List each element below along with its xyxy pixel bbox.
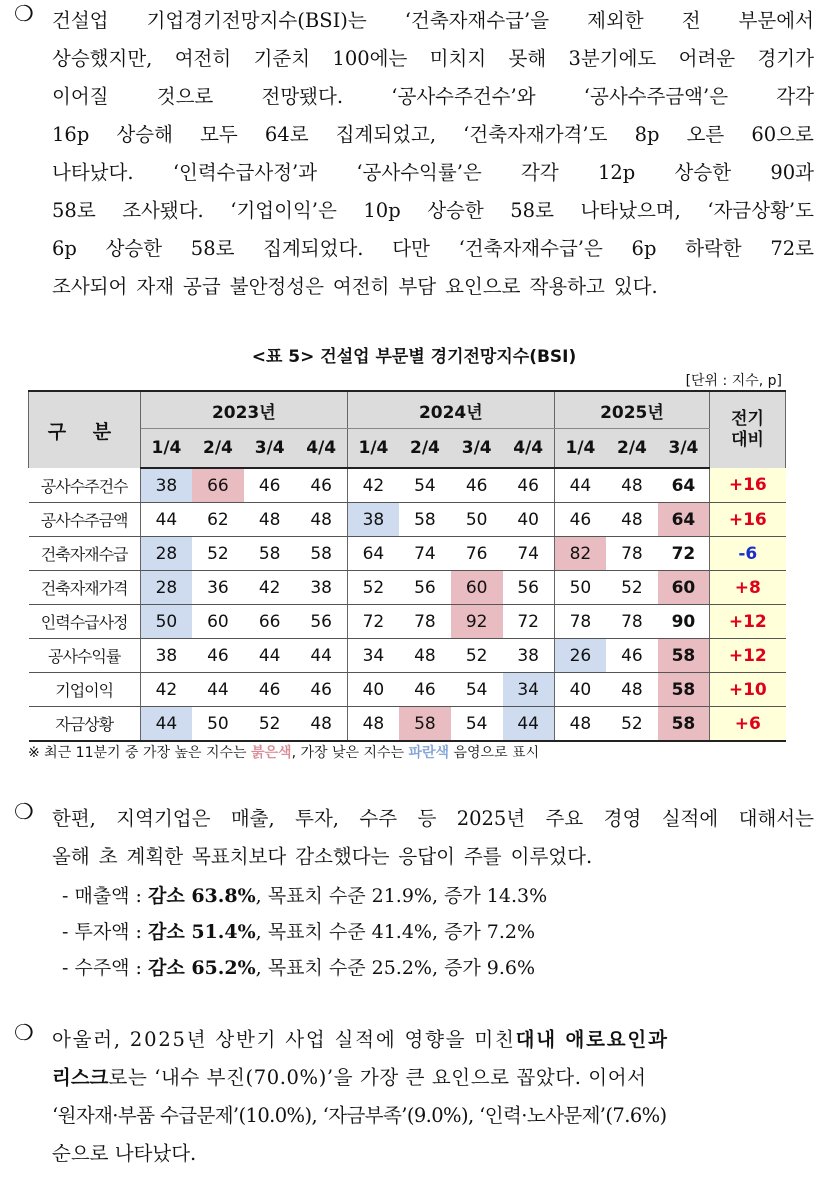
diff-cell: +16 [710,503,786,537]
table-row [29,537,786,571]
quarter-header: 2/4 [192,429,244,469]
table-cell: 48 [244,503,296,537]
table-row [29,503,786,537]
table-cell: 28 [140,571,192,605]
table-note: ※ 최근 11분기 중 가장 높은 지수는 붉은색, 가장 낮은 지수는 파란색 음영으로 표시 [28,745,540,761]
table-cell: 60 [658,571,710,605]
table-cell: 44 [554,468,606,503]
table-cell: 52 [244,707,296,742]
table-cell: 78 [606,605,658,639]
table-cell: 72 [658,537,710,571]
performance-item: - 수주액 : 감소 65.2%, 목표치 수준 25.2%, 증가 9.6% [62,957,536,979]
quarter-header-row [29,429,786,469]
table-cell: 74 [503,537,555,571]
table-cell: 46 [503,468,555,503]
table-cell: 58 [244,537,296,571]
table-cell: 90 [658,605,710,639]
table-unit: [단위 : 지수, p] [685,373,782,389]
table-cell: 38 [140,468,192,503]
table-cell: 44 [296,639,348,673]
table-cell: 46 [296,673,348,707]
text-line: 나타났다. ‘인력수급사정’과 ‘공사수익률’은 각각 12p 상승한 90과 [52,161,814,184]
quarter-header: 1/4 [347,429,399,469]
performance-item: - 매출액 : 감소 63.8%, 목표치 수준 21.9%, 증가 14.3% [62,885,548,907]
text-line: 조사되어 자재 공급 불안정성은 여전히 부담 요인으로 작용하고 있다. [52,275,658,298]
table-cell: 42 [140,673,192,707]
risk-bold-term: 대내 애로요인과 [515,1028,669,1051]
table-cell: 28 [140,537,192,571]
bullet-circle-icon: ❍ [14,1021,34,1046]
table-cell: 56 [296,605,348,639]
table-row [29,605,786,639]
table-cell: 48 [554,707,606,742]
quarter-header: 2/4 [399,429,451,469]
row-label: 공사수익률 [29,639,141,673]
table-cell: 42 [244,571,296,605]
table-cell: 72 [503,605,555,639]
bullet-circle-icon: ❍ [14,2,34,27]
header-year-2025: 2025년 [554,391,709,429]
table-cell: 54 [451,707,503,742]
table-cell: 46 [192,639,244,673]
table-cell: 58 [658,673,710,707]
table-cell: 48 [347,707,399,742]
table-cell: 52 [192,537,244,571]
risk-line-1: 아울러, 2025년 상반기 사업 실적에 영향을 미친 대내 애로요인과 [52,1021,814,1059]
header-category: 구 분 [29,391,141,468]
table-cell: 50 [451,503,503,537]
table-cell: 56 [503,571,555,605]
table-cell: 48 [296,503,348,537]
paragraph-risk-factors [14,1021,814,1173]
table-cell: 78 [399,605,451,639]
quarter-header: 3/4 [244,429,296,469]
paragraph-performance [14,800,814,986]
table-cell: 36 [192,571,244,605]
row-label: 자금상황 [29,707,141,742]
risk-line-4: 순으로 나타났다. [52,1142,197,1165]
table-cell: 60 [451,571,503,605]
table-cell: 54 [399,468,451,503]
diff-cell: +10 [710,673,786,707]
bullet-circle-icon: ❍ [14,800,34,825]
table-cell: 46 [399,673,451,707]
table-cell: 74 [399,537,451,571]
table-row [29,673,786,707]
table-cell: 44 [140,707,192,742]
text-line: 이어질 것으로 전망됐다. ‘공사수주건수’와 ‘공사수주금액’은 각각 [52,85,814,108]
table-cell: 46 [244,468,296,503]
quarter-header: 4/4 [503,429,555,469]
table-caption: <표 5> 건설업 부문별 경기전망지수(BSI) [251,347,577,367]
table-cell: 42 [347,468,399,503]
text-line: 올해 초 계획한 목표치보다 감소했다는 응답이 주를 이루었다. [52,845,593,868]
table-cell: 50 [140,605,192,639]
quarter-header: 3/4 [451,429,503,469]
paragraph-lines [52,2,814,306]
quarter-header: 1/4 [140,429,192,469]
table-cell: 44 [192,673,244,707]
table-cell: 48 [606,503,658,537]
row-label: 공사수주금액 [29,503,141,537]
table-cell: 48 [606,673,658,707]
header-year-2024: 2024년 [347,391,554,429]
performance-list [62,878,814,986]
row-label: 인력수급사정 [29,605,141,639]
quarter-header: 2/4 [606,429,658,469]
table-cell: 46 [451,468,503,503]
quarter-header: 3/4 [658,429,710,469]
paragraph-bsi-summary [14,2,814,306]
table-cell: 56 [399,571,451,605]
table-row [29,707,786,742]
text-line: 16p 상승해 모두 64로 집계되었고, ‘건축자재가격’도 8p 오른 60으로 [52,123,814,146]
table-cell: 38 [140,639,192,673]
table-row [29,571,786,605]
table-cell: 58 [296,537,348,571]
row-label: 공사수주건수 [29,468,141,503]
table-cell: 64 [347,537,399,571]
table-cell: 48 [296,707,348,742]
text-line: 건설업 기업경기전망지수(BSI)는 ‘건축자재수급’을 제외한 전 부문에서 [52,9,814,32]
diff-cell: -6 [710,537,786,571]
table-cell: 50 [192,707,244,742]
quarter-header: 1/4 [554,429,606,469]
table-cell: 52 [606,707,658,742]
table-cell: 50 [554,571,606,605]
header-diff: 전기 대비 [710,391,786,468]
table-row [29,639,786,673]
table-cell: 34 [347,639,399,673]
table-cell: 38 [503,639,555,673]
table-cell: 58 [399,707,451,742]
risk-line-2: 리스크 로는 ‘내수 부진(70.0%)’을 가장 큰 요인으로 꼽았다. 이어서 [52,1059,814,1097]
diff-cell: +12 [710,605,786,639]
table-cell: 78 [606,537,658,571]
bsi-table [28,390,786,742]
table-cell: 64 [658,468,710,503]
table-cell: 52 [606,571,658,605]
table-cell: 54 [451,673,503,707]
table-cell: 72 [347,605,399,639]
table-row [29,468,786,503]
risk-line-3: ‘원자재·부품 수급문제’(10.0%), ‘자금부족’(9.0%), ‘인력·노사문제’(7.6%) [52,1104,667,1127]
diff-cell: +6 [710,707,786,742]
table-cell: 58 [658,639,710,673]
table-cell: 38 [347,503,399,537]
table-cell: 40 [347,673,399,707]
table-cell: 46 [296,468,348,503]
text-line: 58로 조사됐다. ‘기업이익’은 10p 상승한 58로 나타났으며, ‘자금상황’도 [52,199,814,222]
table-cell: 78 [554,605,606,639]
table-cell: 82 [554,537,606,571]
table-cell: 44 [140,503,192,537]
table-cell: 46 [606,639,658,673]
table-cell: 44 [503,707,555,742]
header-year-2023: 2023년 [140,391,347,429]
table-cell: 60 [192,605,244,639]
table-cell: 46 [244,673,296,707]
table-cell: 26 [554,639,606,673]
table-cell: 92 [451,605,503,639]
text-line: 6p 상승한 58로 집계되었다. 다만 ‘건축자재수급’은 6p 하락한 72로 [52,237,814,260]
table-cell: 76 [451,537,503,571]
risk-bold-term-2: 리스크 [52,1066,109,1089]
table-body [29,468,786,741]
table-cell: 62 [192,503,244,537]
table-cell: 66 [192,468,244,503]
table-cell: 44 [244,639,296,673]
text-line: 한편, 지역기업은 매출, 투자, 수주 등 2025년 주요 경영 실적에 대해서는 [52,807,814,830]
table-cell: 46 [554,503,606,537]
row-label: 기업이익 [29,673,141,707]
note-blue-label: 파란색 [408,745,450,761]
diff-cell: +8 [710,571,786,605]
row-label: 건축자재수급 [29,537,141,571]
table-cell: 52 [347,571,399,605]
quarter-header: 4/4 [296,429,348,469]
table-cell: 34 [503,673,555,707]
text-line: 상승했지만, 여전히 기준치 100에는 미치지 못해 3분기에도 어려운 경기가 [52,47,814,70]
table-cell: 52 [451,639,503,673]
diff-cell: +12 [710,639,786,673]
diff-cell: +16 [710,468,786,503]
table-cell: 66 [244,605,296,639]
performance-item: - 투자액 : 감소 51.4%, 목표치 수준 41.4%, 증가 7.2% [62,921,536,943]
table-cell: 64 [658,503,710,537]
paragraph-lines [52,800,814,876]
note-red-label: 붉은색 [250,745,292,761]
table-cell: 58 [658,707,710,742]
table-cell: 58 [399,503,451,537]
table-cell: 48 [606,468,658,503]
table-cell: 48 [399,639,451,673]
table-cell: 38 [296,571,348,605]
table-cell: 40 [554,673,606,707]
table-cell: 40 [503,503,555,537]
row-label: 건축자재가격 [29,571,141,605]
